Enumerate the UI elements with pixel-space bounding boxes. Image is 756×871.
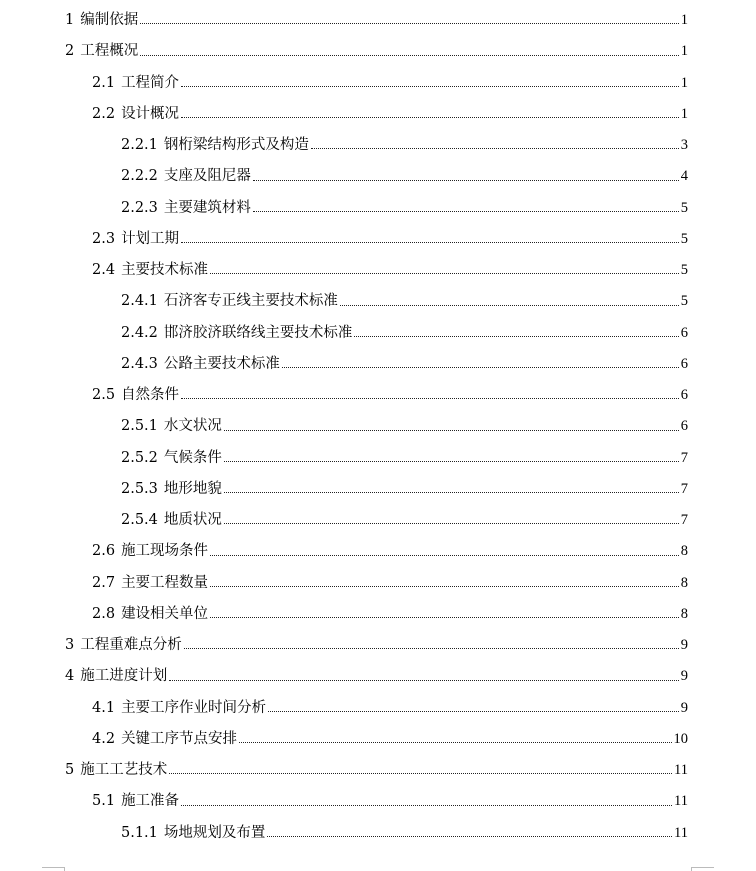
toc-entry-page-number: 1 [680,43,688,60]
toc-entry-page-number: 5 [680,230,688,247]
toc-entry-number: 2.2.3 [121,199,158,216]
toc-entry-number: 2.4.3 [121,355,158,372]
dot-leader [224,492,679,493]
toc-entry[interactable] [0,318,756,349]
toc-entry-title: 水文状况 [163,418,222,435]
dot-leader [210,586,679,587]
toc-entry-title: 主要建筑材料 [163,199,251,216]
page-corner-mark-right [691,867,714,871]
toc-entry-page-number: 5 [680,262,688,278]
toc-entry-title: 钢桁梁结构形式及构造 [163,137,309,153]
toc-entry[interactable] [0,286,756,317]
dot-leader [311,148,679,149]
toc-entry-number: 3 [65,637,75,653]
toc-entry-page-number: 1 [680,105,688,122]
toc-entry-page-number: 9 [680,637,688,653]
toc-entry-title: 关键工序节点安排 [121,730,238,747]
toc-entry[interactable] [0,36,756,67]
dot-leader [140,23,679,24]
toc-entry-title: 计划工期 [121,230,180,247]
dot-leader [181,398,679,399]
dot-leader [210,617,679,618]
toc-entry-page-number: 7 [680,512,688,528]
toc-entry[interactable] [0,818,756,849]
toc-entry[interactable] [0,130,756,161]
toc-entry[interactable] [0,443,756,474]
toc-entry-title: 主要工程数量 [121,574,209,591]
dot-leader [184,648,679,649]
toc-entry-page-number: 8 [680,574,688,591]
toc-entry[interactable] [0,255,756,286]
toc-entry-page-number: 1 [680,12,688,28]
toc-entry-title: 自然条件 [121,387,180,403]
toc-entry-title: 编制依据 [80,12,139,28]
dot-leader [224,461,679,462]
toc-entry-number: 2.5 [92,387,116,403]
toc-entry-number: 2.5.1 [121,418,158,435]
toc-entry[interactable] [0,68,756,99]
dot-leader [181,86,679,87]
toc-entry-number: 5.1.1 [121,824,158,841]
dot-leader [140,55,679,56]
toc-entry-page-number: 5 [680,293,688,310]
toc-entry-page-number: 9 [680,668,688,685]
dot-leader [354,336,678,337]
toc-entry-number: 2.4.1 [121,293,158,310]
toc-entry[interactable] [0,474,756,505]
toc-entry-title: 工程概况 [80,43,139,60]
dot-leader [224,523,679,524]
toc-entry[interactable] [0,5,756,36]
toc-entry-number: 1 [65,12,75,28]
toc-entry-title: 支座及阻尼器 [163,168,251,185]
dot-leader [181,242,679,243]
toc-entry[interactable] [0,536,756,567]
toc-entry-number: 2.4.2 [121,324,158,341]
toc-entry-title: 地形地貌 [163,480,222,497]
dot-leader [210,555,679,556]
toc-entry-title: 施工进度计划 [80,668,168,685]
toc-entry[interactable] [0,630,756,661]
toc-entry-page-number: 9 [680,699,688,716]
toc-entry[interactable] [0,99,756,130]
dot-leader [253,180,679,181]
toc-entry-number: 2.2 [92,105,116,122]
toc-entry-title: 施工现场条件 [121,543,209,560]
toc-entry-page-number: 11 [674,793,688,810]
toc-entry-title: 设计概况 [121,105,180,122]
toc-entry-title: 地质状况 [163,512,222,528]
toc-entry[interactable] [0,349,756,380]
toc-entry[interactable] [0,193,756,224]
toc-entry[interactable] [0,693,756,724]
toc-entry-page-number: 11 [674,824,688,841]
dot-leader [253,211,679,212]
toc-entry-number: 2.6 [92,543,116,560]
toc-entry[interactable] [0,161,756,192]
toc-entry-number: 2.5.4 [121,512,158,528]
toc-entry-title: 主要技术标准 [121,262,209,278]
toc-entry-page-number: 7 [680,449,688,466]
dot-leader [340,305,679,306]
toc-entry-page-number: 8 [680,605,688,622]
toc-entry-title: 施工准备 [121,793,180,810]
page-corner-mark-left [42,867,65,871]
toc-entry-number: 2.4 [92,262,116,278]
dot-leader [181,805,672,806]
table-of-contents [0,5,756,849]
toc-entry-title: 邯济胶济联络线主要技术标准 [163,324,353,341]
toc-entry[interactable] [0,224,756,255]
toc-entry[interactable] [0,599,756,630]
toc-entry-title: 施工工艺技术 [80,762,168,778]
toc-entry-page-number: 6 [680,387,688,403]
toc-entry-number: 5.1 [92,793,116,810]
toc-entry[interactable] [0,755,756,786]
toc-entry-number: 2.3 [92,230,116,247]
toc-entry-page-number: 7 [680,480,688,497]
toc-entry-page-number: 3 [680,137,688,153]
dot-leader [282,367,679,368]
toc-entry[interactable] [0,661,756,692]
toc-entry[interactable] [0,568,756,599]
toc-entry[interactable] [0,724,756,755]
dot-leader [181,117,679,118]
toc-entry-number: 4.2 [92,730,116,747]
toc-entry-page-number: 1 [680,74,688,91]
toc-entry-page-number: 4 [680,168,688,185]
dot-leader [224,430,679,431]
toc-entry-page-number: 6 [680,418,688,435]
toc-entry-number: 2 [65,43,75,60]
toc-entry-title: 公路主要技术标准 [163,355,280,372]
toc-entry-page-number: 8 [680,543,688,560]
toc-entry[interactable] [0,380,756,411]
toc-entry-page-number: 6 [680,355,688,372]
toc-entry-title: 气候条件 [163,449,222,466]
toc-entry-number: 5 [65,762,75,778]
toc-entry-title: 场地规划及布置 [163,824,266,841]
toc-entry-title: 工程重难点分析 [80,637,182,653]
toc-entry-number: 2.8 [92,605,116,622]
toc-entry[interactable] [0,411,756,442]
toc-entry-page-number: 10 [673,730,688,747]
dot-leader [169,773,672,774]
toc-entry-title: 工程简介 [121,74,180,91]
toc-entry-number: 2.5.2 [121,449,158,466]
dot-leader [268,711,679,712]
toc-entry[interactable] [0,505,756,536]
toc-entry-number: 4.1 [92,699,116,716]
toc-entry-title: 主要工序作业时间分析 [121,699,267,716]
toc-entry[interactable] [0,786,756,817]
toc-entry-page-number: 6 [680,324,688,341]
toc-entry-number: 4 [65,668,75,685]
toc-entry-number: 2.2.2 [121,168,158,185]
toc-entry-page-number: 5 [680,199,688,216]
toc-entry-title: 建设相关单位 [121,605,209,622]
toc-entry-page-number: 11 [674,762,688,778]
toc-entry-number: 2.1 [92,74,116,91]
dot-leader [169,680,679,681]
dot-leader [239,742,671,743]
toc-entry-title: 石济客专正线主要技术标准 [163,293,338,310]
toc-entry-number: 2.5.3 [121,480,158,497]
dot-leader [210,273,679,274]
dot-leader [267,836,672,837]
toc-entry-number: 2.7 [92,574,116,591]
toc-entry-number: 2.2.1 [121,137,158,153]
